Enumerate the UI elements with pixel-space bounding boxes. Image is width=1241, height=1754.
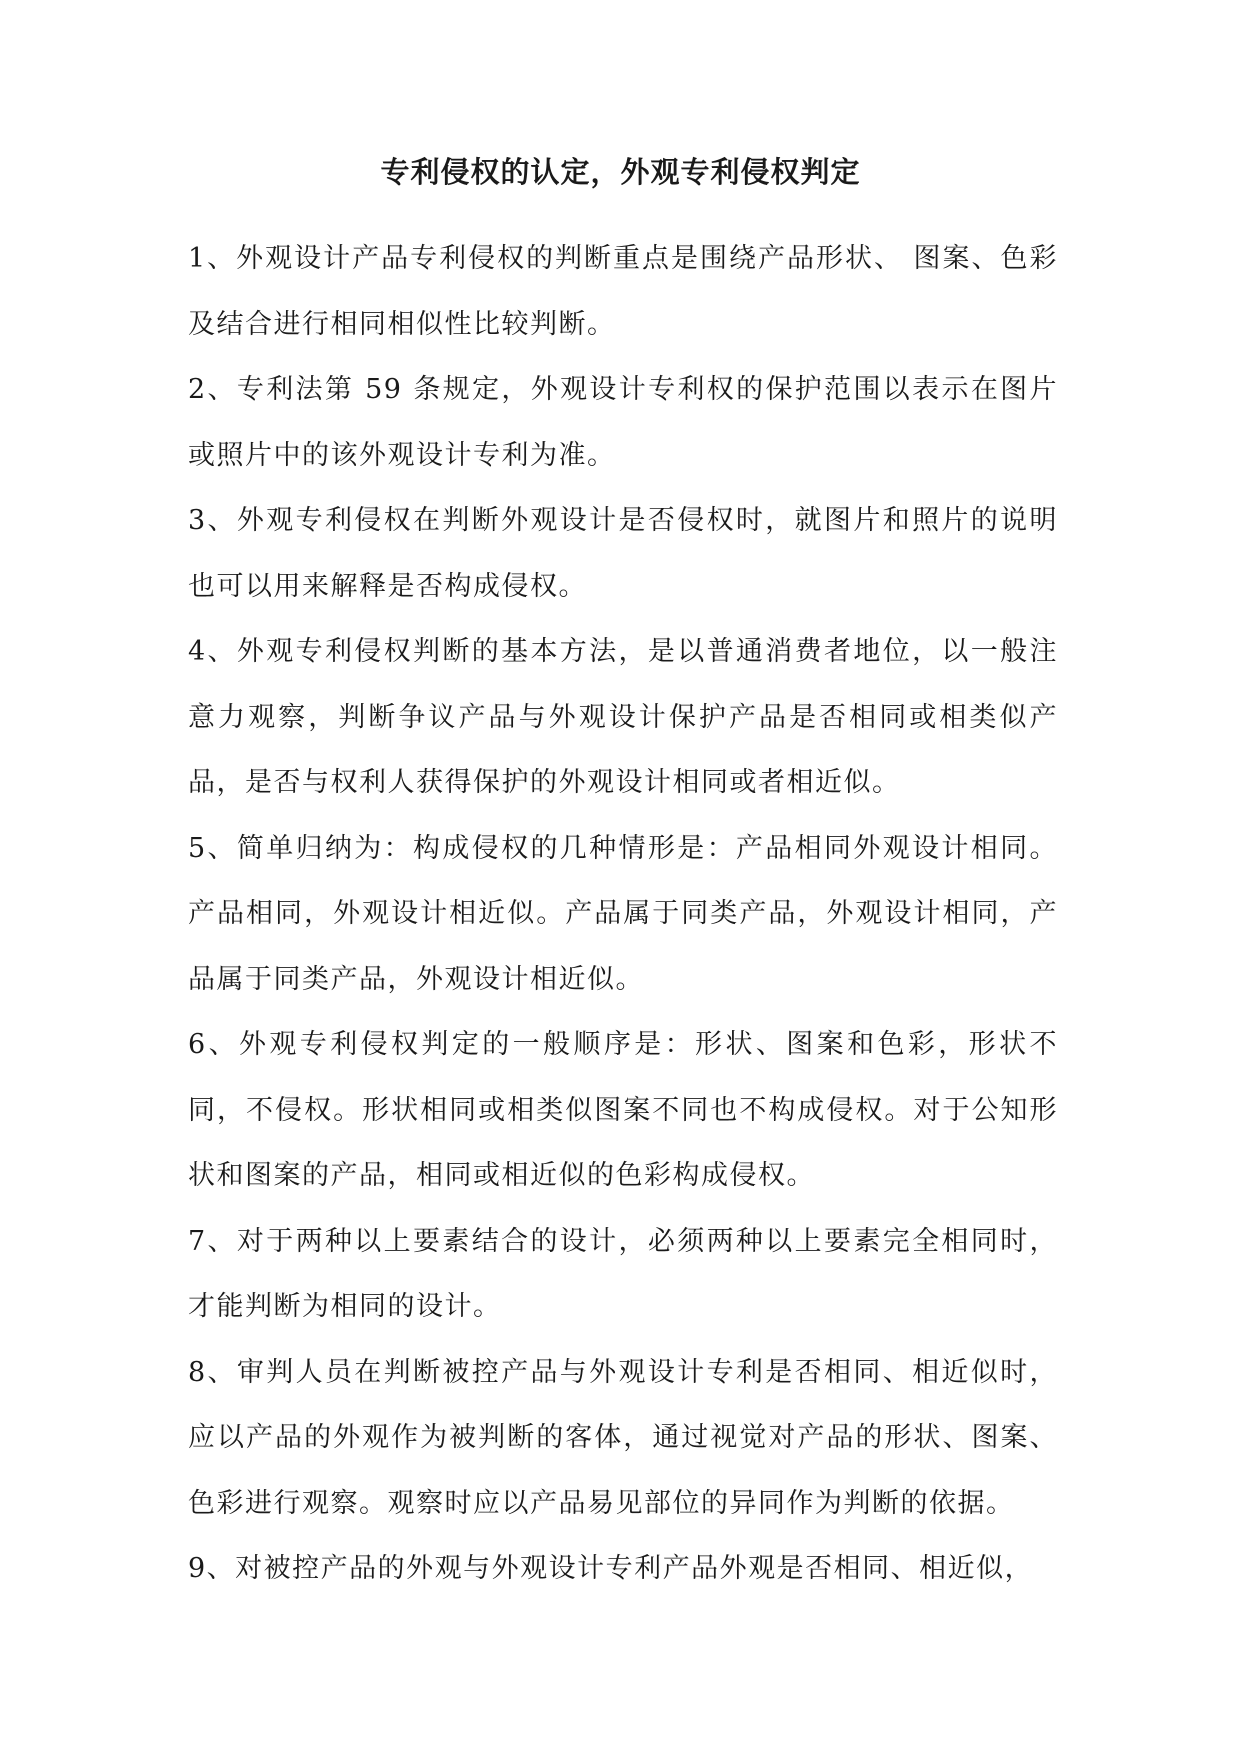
document-body xyxy=(188,226,1058,1602)
paragraph-1: 1、外观设计产品专利侵权的判断重点是围绕产品形状、 图案、色彩及结合进行相同相似性比较判断。 xyxy=(188,243,1058,340)
paragraph-6: 6、外观专利侵权判定的一般顺序是：形状、图案和色彩，形状不同，不侵权。形状相同或相类似图案不同也不构成侵权。对于公知形状和图案的产品，相同或相近似的色彩构成侵权。 xyxy=(188,1029,1058,1191)
paragraph-4: 4、外观专利侵权判断的基本方法，是以普通消费者地位，以一般注意力观察，判断争议产品与外观设计保护产品是否相同或相类似产品，是否与权利人获得保护的外观设计相同或者相近似。 xyxy=(188,636,1058,798)
paragraph-3: 3、外观专利侵权在判断外观设计是否侵权时，就图片和照片的说明也可以用来解释是否构成侵权。 xyxy=(188,505,1058,602)
paragraph-5: 5、简单归纳为：构成侵权的几种情形是：产品相同外观设计相同。产品相同，外观设计相近似。产品属于同类产品，外观设计相同，产品属于同类产品，外观设计相近似。 xyxy=(188,832,1058,995)
paragraph-8: 8、审判人员在判断被控产品与外观设计专利是否相同、相近似时，应以产品的外观作为被判断的客体，通过视觉对产品的形状、图案、色彩进行观察。观察时应以产品易见部位的异同作为判断的依据。 xyxy=(188,1356,1058,1519)
paragraph-2: 2、专利法第 59 条规定，外观设计专利权的保护范围以表示在图片或照片中的该外观设计专利为准。 xyxy=(188,374,1058,471)
paragraph-7: 7、对于两种以上要素结合的设计，必须两种以上要素完全相同时，才能判断为相同的设计。 xyxy=(188,1225,1058,1322)
page-title: 专利侵权的认定，外观专利侵权判定 xyxy=(380,155,861,189)
paragraph-9: 9、对被控产品的外观与外观设计专利产品外观是否相同、相近似， xyxy=(188,1553,1034,1584)
